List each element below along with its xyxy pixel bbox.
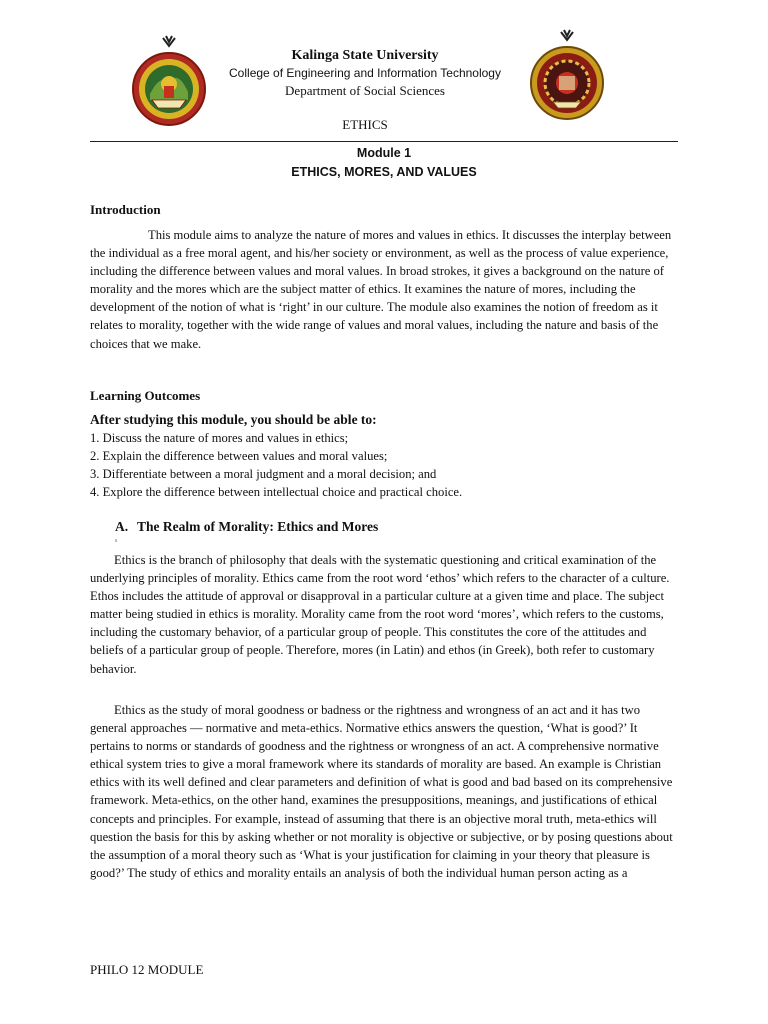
module-title: ETHICS, MORES, AND VALUES — [291, 165, 477, 179]
college-name: College of Engineering and Information Technology — [229, 66, 501, 80]
introduction-paragraph: This module aims to analyze the nature of mores and values in ethics. It discusses the interplay between the individual as a free moral agent, and his/her society or environment, as well as the process of value experience, including the difference between values and moral values. In broad strokes, it gives a background on the nature of morality and the mores which are the subject matter of ethics. It examines the nature of mores, including the development of the notion of what is ‘right’ in our culture. The module also examines the notion of freedom as it relates to morality, together with the wide range of values and moral values, including the nature and basis of the choices that we make. — [90, 228, 672, 351]
department-name: Department of Social Sciences — [285, 83, 445, 98]
list-item: 4. Explore the difference between intellectual choice and practical choice. — [90, 485, 463, 500]
university-name: Kalinga State University — [291, 48, 439, 63]
section-letter: A. — [115, 519, 129, 534]
list-item: 2. Explain the difference between values and moral values; — [90, 449, 388, 464]
module-number: Module 1 — [356, 146, 412, 160]
college-seal-logo — [528, 28, 606, 124]
stray-mark: s — [115, 538, 118, 544]
section-a-heading — [115, 519, 378, 535]
learning-outcomes-heading: Learning Outcomes — [90, 388, 201, 403]
header-divider — [90, 141, 678, 142]
list-item: 3. Differentiate between a moral judgment and a moral decision; and — [90, 467, 437, 482]
university-seal-logo — [130, 34, 208, 130]
learning-outcomes-subheading: After studying this module, you should be able to: — [90, 412, 377, 427]
list-item: 1. Discuss the nature of mores and values in ethics; — [90, 431, 349, 445]
page-footer: PHILO 12 MODULE — [90, 962, 204, 977]
learning-outcomes-list — [90, 429, 680, 501]
section-a-paragraph-1: Ethics is the branch of philosophy that deals with the systematic questioning and critical examination of the underlying principles of morality. Ethics came from the root word ‘ethos’ which refers to the character of a culture. Ethos includes the attitude of approval or disapproval in a particular culture at a given time and place. The subject matter being studied in ethics is morality. Morality came from the root word ‘mores’, which refers to the customs, including the customary behavior, of a particular group of people. This constitutes the core of the attitudes and beliefs of a particular group of people. Therefore, mores (in Latin) and ethos (in Greek), both refer to customary behavior. — [90, 553, 670, 676]
section-a-paragraph-2: Ethics as the study of moral goodness or badness or the rightness and wrongness of an act and it has two general approaches — normative and meta-ethics. Normative ethics answers the question, ‘What is good?’ It pertains to norms or standards of goodness and the rightness or wrongness of an act. A comprehensive normative ethical system tries to give a moral framework where its standards of morality are based. An example is Christian ethics with its well defined and clear parameters and definition of what is good and bad based on its comprehensive framework. Meta-ethics, on the other hand, examines the presuppositions, meanings, and justifications of ethical concepts and principles. For example, instead of assuming that there is an objective moral truth, meta-ethics will question the basis for this by asking whether or not morality is objective or subjective, or by posing questions about the assumption of a moral theory such as ‘What is your justification for claiming in your theory that pleasure is good?’ The study of ethics and morality entails an analysis of both the individual human person acting as a — [90, 703, 673, 880]
introduction-heading: Introduction — [90, 202, 161, 217]
subject-title: ETHICS — [342, 117, 388, 132]
section-title: The Realm of Morality: Ethics and Mores — [137, 519, 379, 534]
